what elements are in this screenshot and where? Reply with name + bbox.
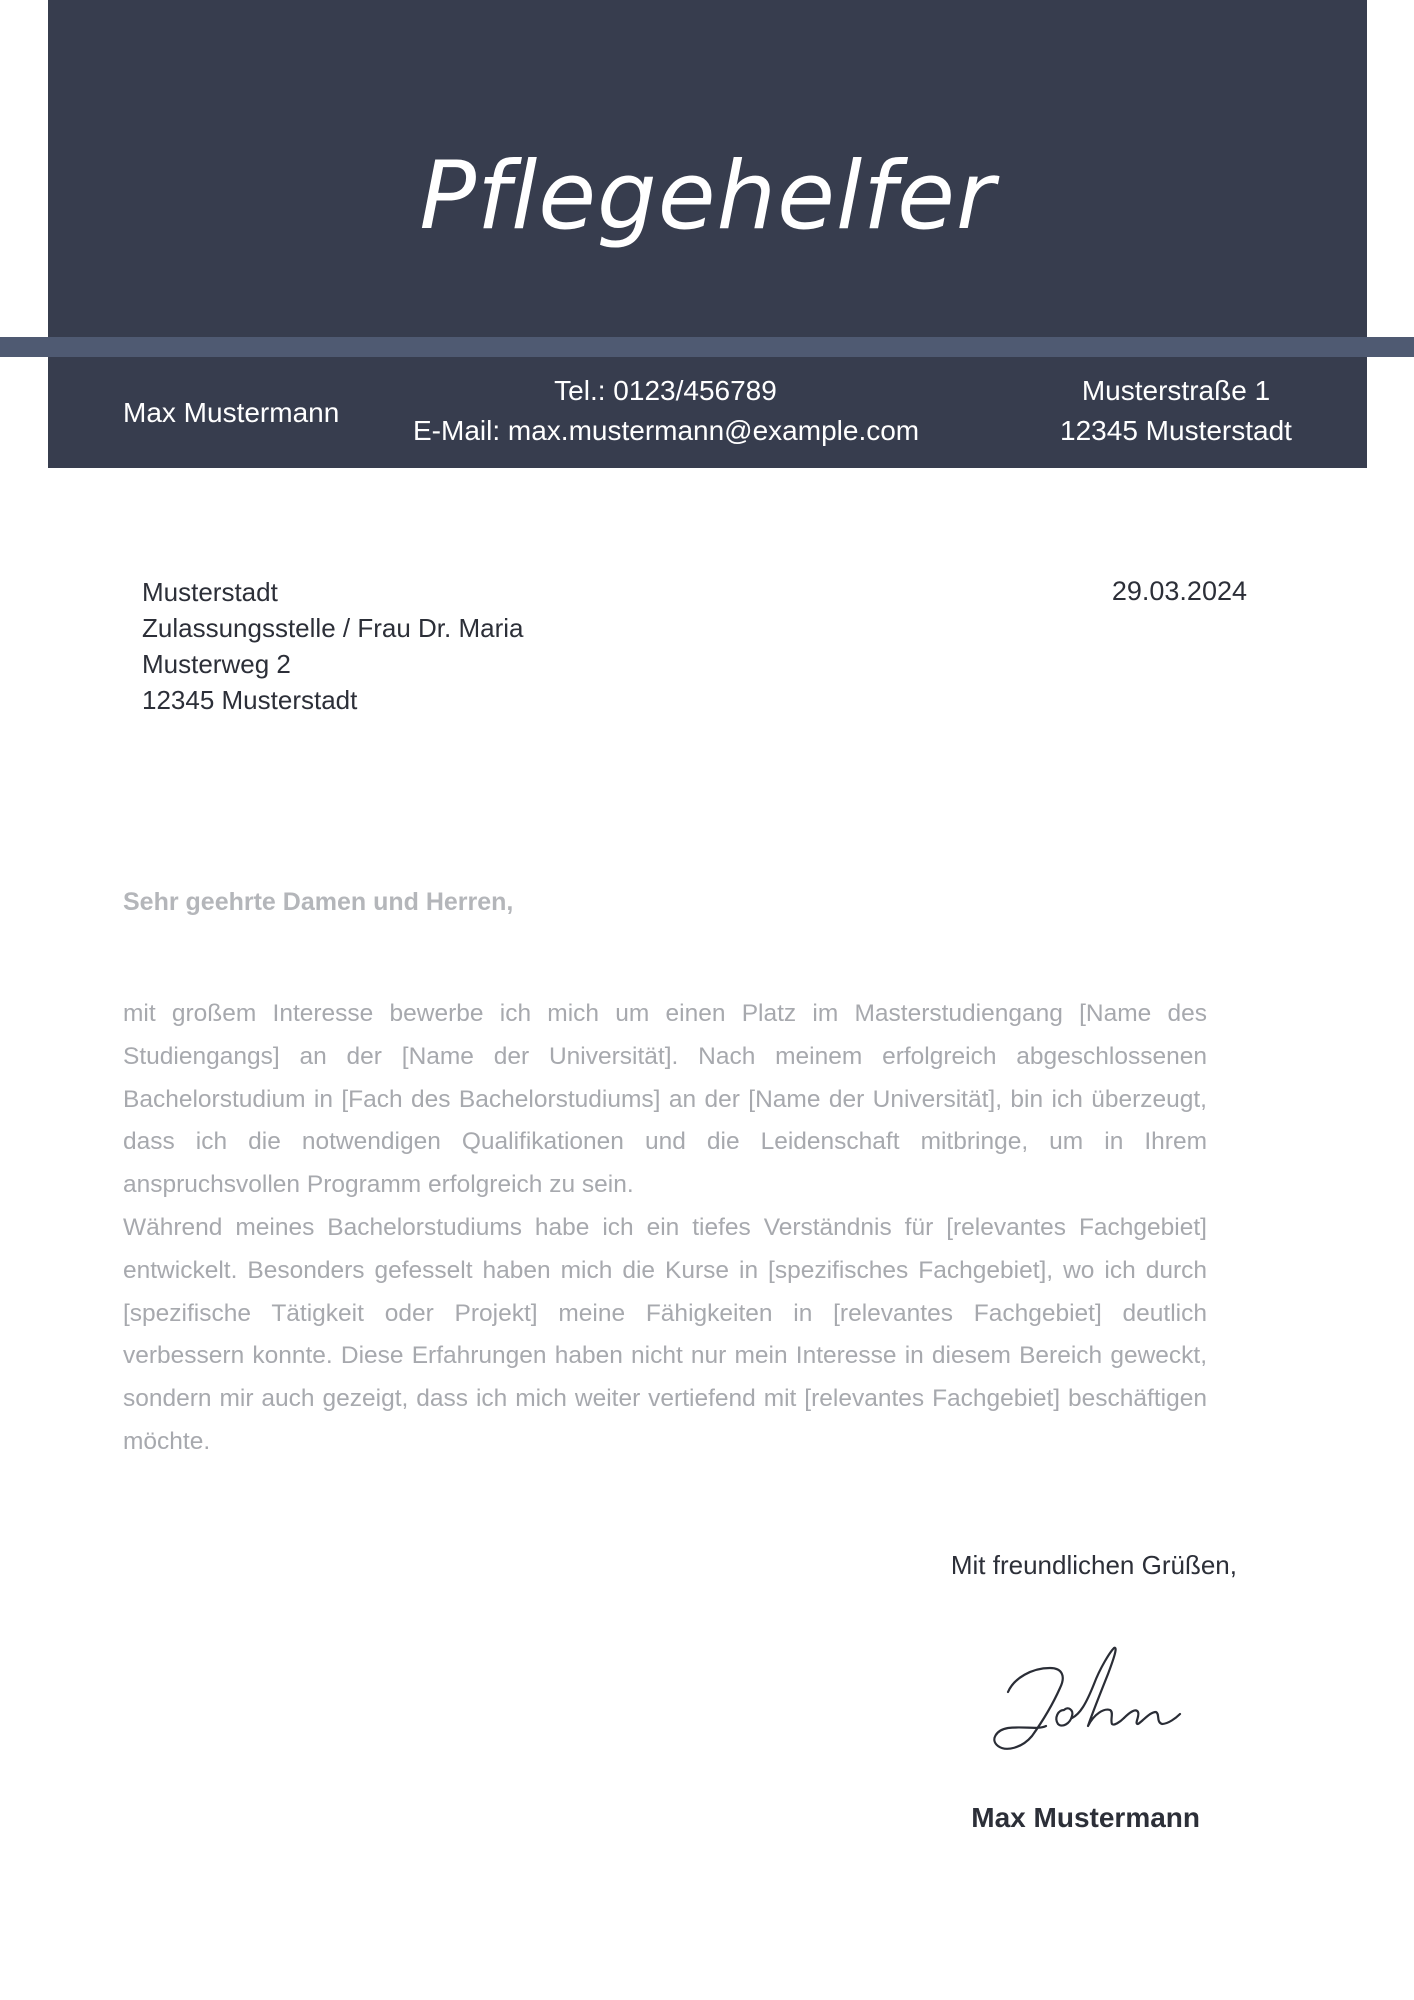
body-paragraph: Während meines Bachelorstudiums habe ich ein tiefes Verständnis für [relevantes Fachgebiet] entwickelt. Besonders gefesselt haben mich die Kurse in [spezifisches Fachgebiet], wo ich durch [spezifische Tätigkeit oder Projekt] meine Fähigkeiten in [relevantes Fachgebiet] deutlich verbessern konnte. Diese Erfahrungen haben nicht nur mein Interesse in diesem Bereich geweckt, sondern mir auch gezeigt, dass ich mich weiter vertiefend mit [relevantes Fachgebiet] beschäftigen möchte. [123,1213,1207,1455]
page-title: Pflegehelfer [419,142,996,251]
recipient-line: Musterweg 2 [142,649,291,679]
contact-bar [48,357,1367,468]
salutation: Sehr geehrte Damen und Herren, [123,888,514,916]
closing-phrase: Mit freundlichen Grüßen, [950,1550,1237,1580]
letter-date: 29.03.2024 [1111,576,1247,606]
body-paragraph: mit großem Interesse bewerbe ich mich um einen Platz im Masterstudiengang [Name des Studiengangs] an der [Name der Universität]. Nach meinem erfolgreich abgeschlossenen Bachelorstudium in [Fach des Bachelorstudiums] an der [Name der Universität], bin ich überzeugt, dass ich die notwendigen Qualifikationen und die Leidenschaft mitbringe, um in Ihrem anspruchsvollen Programm erfolgreich zu sein. [123,1000,1207,1199]
email-address: E-Mail: max.mustermann@example.com [413,415,920,446]
applicant-name: Max Mustermann [123,397,340,428]
recipient-line: 12345 Musterstadt [142,685,358,715]
accent-stripe [0,337,1414,357]
letter-body [123,993,1207,1464]
recipient-line: Musterstadt [142,577,278,607]
recipient-line: Zulassungsstelle / Frau Dr. Maria [142,613,524,643]
contact-details [413,371,918,451]
signer-name: Max Mustermann [971,1802,1200,1833]
recipient-address [142,574,523,718]
phone-number: Tel.: 0123/456789 [554,375,777,406]
street-address: Musterstraße 1 [1081,375,1271,406]
handwritten-signature [980,1640,1190,1760]
postal-address [1016,371,1336,451]
header-banner [48,0,1367,337]
city-address: 12345 Musterstadt [1060,415,1292,446]
